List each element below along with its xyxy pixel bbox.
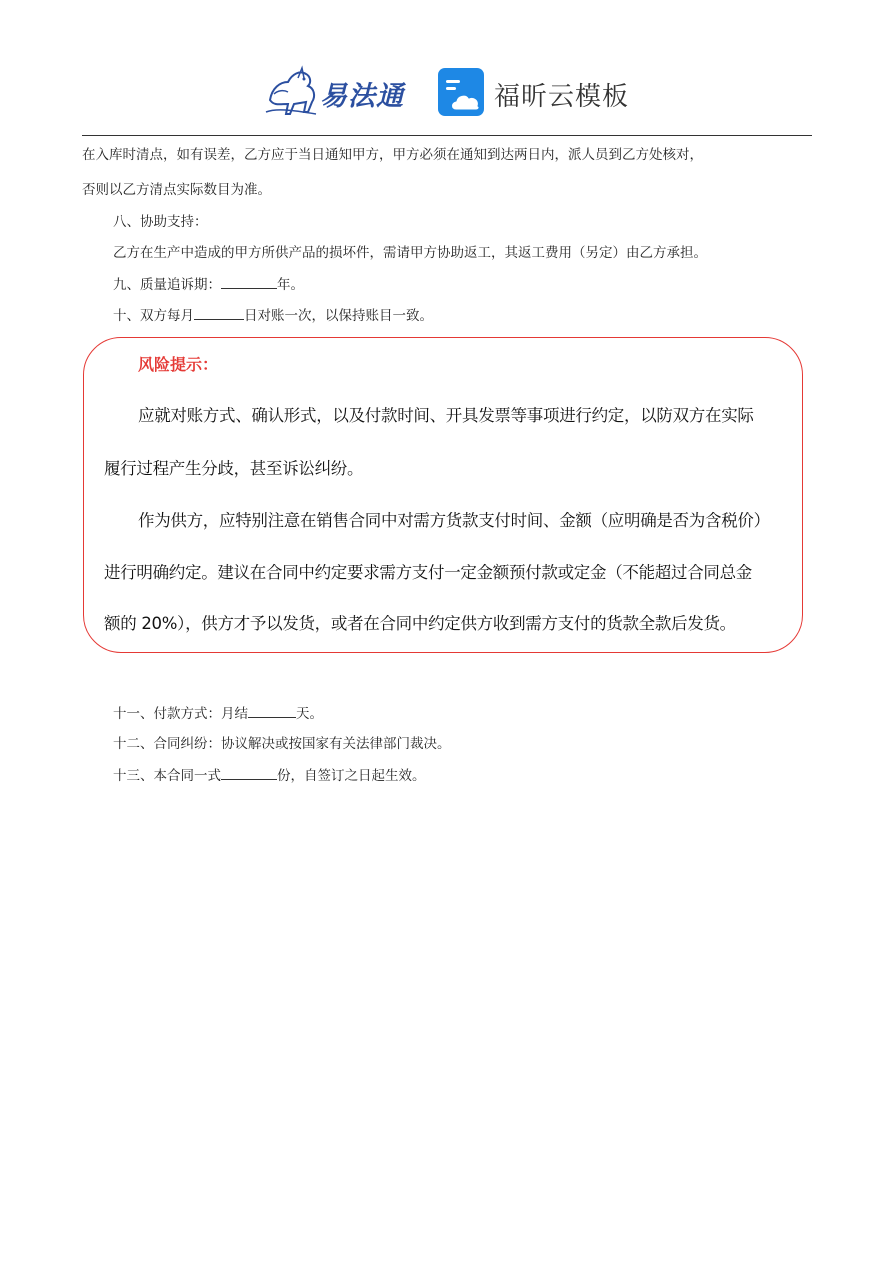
qilin-icon <box>262 60 322 120</box>
section-9-suffix: 年。 <box>277 277 304 293</box>
fill-blank[interactable] <box>194 305 244 320</box>
risk-tip-title: 风险提示： <box>138 355 219 374</box>
section-13 <box>113 765 426 786</box>
section-13-suffix: 份，自签订之日起生效。 <box>277 768 426 784</box>
section-9 <box>113 274 304 295</box>
section-9-label: 九、质量追诉期： <box>113 277 221 293</box>
section-10 <box>113 305 433 326</box>
yifatong-logo-text: 易法通 <box>320 81 404 112</box>
section-10-label: 十、双方每月 <box>113 308 194 324</box>
fill-blank[interactable] <box>221 274 277 289</box>
section-11-label: 十一、付款方式：月结 <box>113 706 248 722</box>
paragraph-line: 在入库时清点，如有误差，乙方应于当日通知甲方，甲方必须在通知到达两日内，派人员到乙方处核对， <box>82 147 703 163</box>
section-11-suffix: 天。 <box>296 706 323 722</box>
fuxin-logo <box>436 66 636 118</box>
risk-tip-line: 应就对账方式、确认形式，以及付款时间、开具发票等事项进行约定，以防双方在实际 <box>138 406 754 425</box>
section-11 <box>113 703 323 724</box>
section-10-suffix: 日对账一次，以保持账目一致。 <box>244 308 433 324</box>
cloud-document-icon <box>436 66 486 118</box>
risk-tip-line: 额的 20%），供方才予以发货，或者在合同中约定供方收到需方支付的货款全款后发货。 <box>104 614 736 633</box>
risk-tip-line: 进行明确约定。建议在合同中约定要求需方支付一定金额预付款或定金（不能超过合同总金 <box>104 563 753 582</box>
section-8-body: 乙方在生产中造成的甲方所供产品的损坏件，需请甲方协助返工，其返工费用（另定）由乙方承担。 <box>113 245 707 261</box>
section-13-label: 十三、本合同一式 <box>113 768 221 784</box>
risk-tip-line: 作为供方，应特别注意在销售合同中对需方货款支付时间、金额（应明确是否为含税价） <box>138 511 770 530</box>
header-divider <box>82 135 812 136</box>
section-12: 十二、合同纠纷：协议解决或按国家有关法律部门裁决。 <box>113 736 451 752</box>
section-8-title: 八、协助支持： <box>113 214 208 230</box>
fill-blank[interactable] <box>248 703 296 718</box>
risk-tip-box <box>83 337 803 653</box>
paragraph-line: 否则以乙方清点实际数目为准。 <box>82 182 271 198</box>
fuxin-logo-text: 福昕云模板 <box>494 82 630 112</box>
fill-blank[interactable] <box>221 765 277 780</box>
yifatong-logo <box>262 60 412 120</box>
risk-tip-line: 履行过程产生分歧，甚至诉讼纠纷。 <box>104 459 364 478</box>
page-header <box>0 58 893 124</box>
